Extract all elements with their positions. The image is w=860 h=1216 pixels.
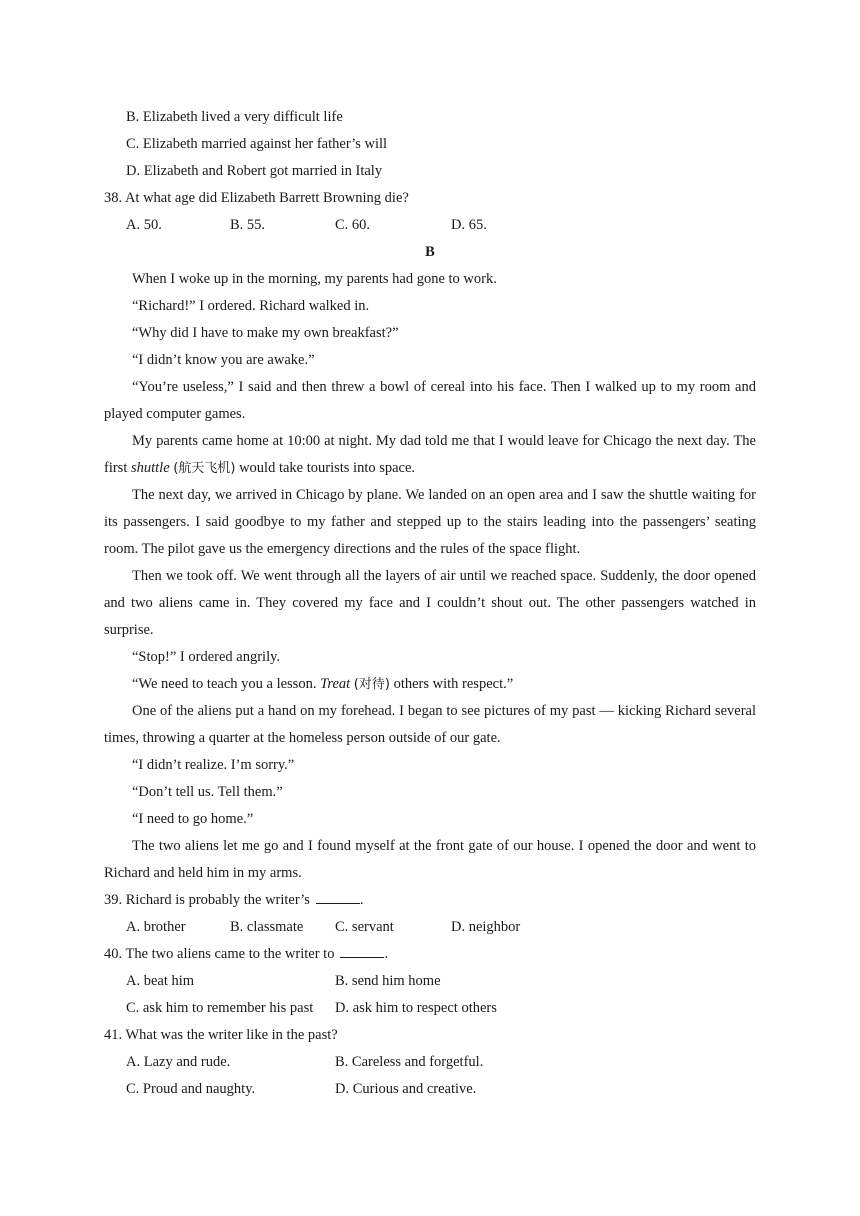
q38-option-d: D. 65.: [451, 217, 487, 233]
vocab-gloss: (对待): [353, 677, 390, 692]
q39-question: 39. Richard is probably the writer’s: [104, 892, 310, 908]
passage-paragraph: “I need to go home.”: [132, 811, 254, 827]
q40-option-b: B. send him home: [335, 973, 441, 989]
passage-paragraph: “I didn’t realize. I’m sorry.”: [132, 757, 295, 773]
answer-blank: [316, 889, 360, 904]
q41-option-a: A. Lazy and rude.: [126, 1054, 231, 1070]
passage-paragraph: The next day, we arrived in Chicago by plane. We landed on an open area and I saw the shuttle waiting for its passengers. I said goodbye to my father and stepped up to the stairs leading into the passengers’ seating room. The pilot gave us the emergency directions and the rules of the space flight.: [104, 487, 756, 557]
q38-option-a: A. 50.: [126, 217, 162, 233]
q40-option-c: C. ask him to remember his past: [126, 1000, 314, 1016]
q41-question: 41. What was the writer like in the past?: [104, 1027, 338, 1043]
passage-paragraph: “Richard!” I ordered. Richard walked in.: [132, 298, 370, 314]
q41-options-row2: [104, 1076, 756, 1103]
q39-options: [104, 914, 756, 941]
q39-option-b: B. classmate: [230, 919, 304, 935]
q37-option-c: C. Elizabeth married against her father’s will: [126, 136, 388, 152]
document-page: [104, 104, 756, 1103]
q41-options-row1: [104, 1049, 756, 1076]
q38-question: 38. At what age did Elizabeth Barrett Browning die?: [104, 190, 409, 206]
q38-option-b: B. 55.: [230, 217, 266, 233]
passage-paragraph: [104, 428, 756, 482]
passage-paragraph: The two aliens let me go and I found myself at the front gate of our house. I opened the door and went to Richard and held him in my arms.: [104, 838, 756, 881]
answer-blank: [340, 943, 384, 958]
q37-option-b: B. Elizabeth lived a very difficult life: [126, 109, 343, 125]
q40-question-line: 40. The two aliens came to the writer to .: [104, 941, 756, 968]
q40-options-row1: [104, 968, 756, 995]
q38-options: [104, 212, 756, 239]
passage-paragraph: “Don’t tell us. Tell them.”: [132, 784, 283, 800]
q38-option-c: C. 60.: [335, 217, 371, 233]
q41-option-d: D. Curious and creative.: [335, 1081, 477, 1097]
q39-question-line: 39. Richard is probably the writer’s .: [104, 887, 756, 914]
passage-paragraph: “Stop!” I ordered angrily.: [132, 649, 281, 665]
q37-option-d: D. Elizabeth and Robert got married in Italy: [126, 163, 383, 179]
q40-option-a: A. beat him: [126, 973, 195, 989]
passage-paragraph: “You’re useless,” I said and then threw a bowl of cereal into his face. Then I walked up to my room and played computer games.: [104, 379, 756, 422]
q41-option-c: C. Proud and naughty.: [126, 1081, 256, 1097]
vocab-term: shuttle: [130, 460, 170, 476]
q39-option-a: A. brother: [126, 919, 186, 935]
q40-option-d: D. ask him to respect others: [335, 1000, 497, 1016]
passage-text: My parents came home at 10:00 at night. My dad told me that I would leave for Chicago the next day. The first: [104, 433, 756, 476]
passage-text: would take tourists into space.: [235, 460, 416, 476]
passage-paragraph: When I woke up in the morning, my parents had gone to work.: [132, 271, 497, 287]
q41-option-b: B. Careless and forgetful.: [335, 1054, 484, 1070]
q40-options-row2: [104, 995, 756, 1022]
passage-paragraph: “Why did I have to make my own breakfast?”: [132, 325, 399, 341]
q39-option-c: C. servant: [335, 919, 394, 935]
vocab-gloss: (航天飞机): [173, 461, 236, 476]
section-label: B: [425, 244, 435, 260]
q40-question: 40. The two aliens came to the writer to: [104, 946, 335, 962]
passage-paragraph: [104, 671, 756, 698]
passage-paragraph: “I didn’t know you are awake.”: [132, 352, 315, 368]
q39-option-d: D. neighbor: [451, 919, 521, 935]
passage-text: others with respect.”: [389, 676, 514, 692]
vocab-term: Treat: [320, 676, 351, 692]
passage-paragraph: One of the aliens put a hand on my forehead. I began to see pictures of my past — kicking Richard several times, throwing a quarter at the homeless person outside of our gate.: [104, 703, 756, 746]
passage-text: “We need to teach you a lesson.: [132, 676, 321, 692]
passage-paragraph: Then we took off. We went through all the layers of air until we reached space. Suddenly, the door opened and two aliens came in. They covered my face and I couldn’t shout out. The other passengers watched in surprise.: [104, 568, 756, 638]
